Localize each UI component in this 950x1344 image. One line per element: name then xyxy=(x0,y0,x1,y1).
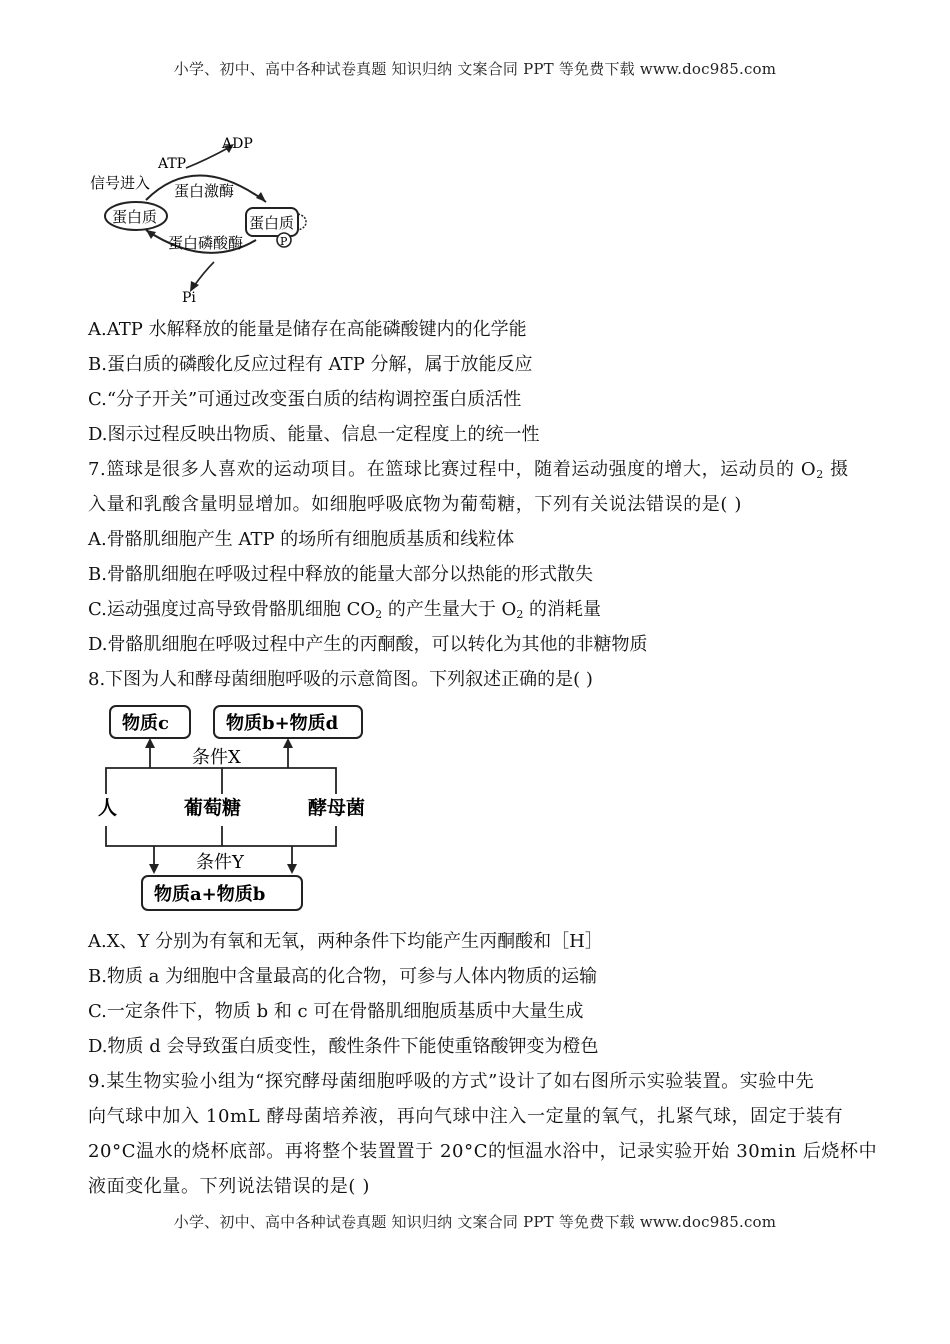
protein-phosphorylation-diagram xyxy=(86,130,326,308)
q8-stem: 8.下图为人和酵母菌细胞呼吸的示意简图。下列叙述正确的是( ) xyxy=(88,669,593,690)
condition-x-label: 条件X xyxy=(192,747,241,768)
q9-stem-line1: 9.某生物实验小组为“探究酵母菌细胞呼吸的方式”设计了如右图所示实验装置。实验中先 xyxy=(88,1071,815,1092)
down-arrow-right xyxy=(287,864,297,874)
glucose-label: 葡萄糖 xyxy=(184,797,242,819)
protein-left-label: 蛋白质 xyxy=(112,208,158,226)
kinase-arrowhead xyxy=(256,192,266,202)
q7-option-a: A.骨骼肌细胞产生 ATP 的场所有细胞质基质和线粒体 xyxy=(88,529,515,550)
page-footer: 小学、初中、高中各种试卷真题 知识归纳 文案合同 PPT 等免费下载 www.doc985.com xyxy=(173,1213,777,1231)
q6-option-c: C.“分子开关”可通过改变蛋白质的结构调控蛋白质活性 xyxy=(88,389,522,410)
q9-stem-line3: 20°C温水的烧杯底部。再将整个装置置于 20°C的恒温水浴中，记录实验开始 30min 后烧杯中 xyxy=(88,1141,878,1162)
q7-option-c: C.运动强度过高导致骨骼肌细胞 $CO_2$ 的产生量大于 $O_2$ 的消耗量 xyxy=(88,599,602,621)
phosphatase-label: 蛋白磷酸酶 xyxy=(168,234,244,252)
page-header: 小学、初中、高中各种试卷真题 知识归纳 文案合同 PPT 等免费下载 www.doc985.com xyxy=(173,60,777,78)
up-arrow-left xyxy=(145,738,155,748)
up-arrow-right xyxy=(283,738,293,748)
q8-option-d: D.物质 d 会导致蛋白质变性，酸性条件下能使重铬酸钾变为橙色 xyxy=(88,1036,599,1057)
pi-curve xyxy=(194,262,214,286)
box-ab-label: 物质a+物质b xyxy=(154,884,266,905)
box-c-label: 物质c xyxy=(122,713,169,734)
upper-bracket-right xyxy=(222,768,336,794)
phosphate-label: P xyxy=(280,235,288,248)
adp-label: ADP xyxy=(222,136,253,152)
respiration-flow-diagram xyxy=(96,700,386,918)
upper-bracket-left xyxy=(106,768,222,794)
q6-option-d: D.图示过程反映出物质、能量、信息一定程度上的统一性 xyxy=(88,424,540,445)
signal-label: 信号进入 xyxy=(90,174,151,192)
down-arrow-left xyxy=(149,864,159,874)
switch-squiggle-icon xyxy=(298,214,306,230)
q8-option-b: B.物质 a 为细胞中含量最高的化合物，可参与人体内物质的运输 xyxy=(88,966,598,987)
kinase-label: 蛋白激酶 xyxy=(174,182,235,200)
box-bd-label: 物质b+物质d xyxy=(226,713,339,734)
condition-y-label: 条件Y xyxy=(196,852,244,873)
human-label: 人 xyxy=(98,797,118,819)
q6-option-a: A.ATP 水解释放的能量是储存在高能磷酸键内的化学能 xyxy=(88,319,527,340)
q6-option-b: B.蛋白质的磷酸化反应过程有 ATP 分解，属于放能反应 xyxy=(88,354,533,375)
q7-stem-line1: 7.篮球是很多人喜欢的运动项目。在篮球比赛过程中，随着运动强度的增大，运动员的 $O_2$ 摄 xyxy=(88,459,849,481)
q7-option-b: B.骨骼肌细胞在呼吸过程中释放的能量大部分以热能的形式散失 xyxy=(88,564,593,585)
pi-label: Pi xyxy=(182,290,196,306)
yeast-label: 酵母菌 xyxy=(308,797,366,819)
protein-right-label: 蛋白质 xyxy=(249,214,295,232)
q8-option-a: A.X、Y 分别为有氧和无氧，两种条件下均能产生丙酮酸和［H］ xyxy=(88,931,603,952)
lower-bracket-left xyxy=(106,826,222,846)
q9-stem-line4: 液面变化量。下列说法错误的是( ) xyxy=(88,1176,370,1197)
q7-stem-line2: 入量和乳酸含量明显增加。如细胞呼吸底物为葡萄糖，下列有关说法错误的是( ) xyxy=(88,494,742,515)
lower-bracket-right xyxy=(222,826,336,846)
atp-label: ATP xyxy=(158,156,187,172)
q8-option-c: C.一定条件下，物质 b 和 c 可在骨骼肌细胞质基质中大量生成 xyxy=(88,1001,584,1022)
q9-stem-line2: 向气球中加入 10mL 酵母菌培养液，再向气球中注入一定量的氧气，扎紧气球，固定于装有 xyxy=(88,1106,844,1127)
q7-option-d: D.骨骼肌细胞在呼吸过程中产生的丙酮酸，可以转化为其他的非糖物质 xyxy=(88,634,648,655)
